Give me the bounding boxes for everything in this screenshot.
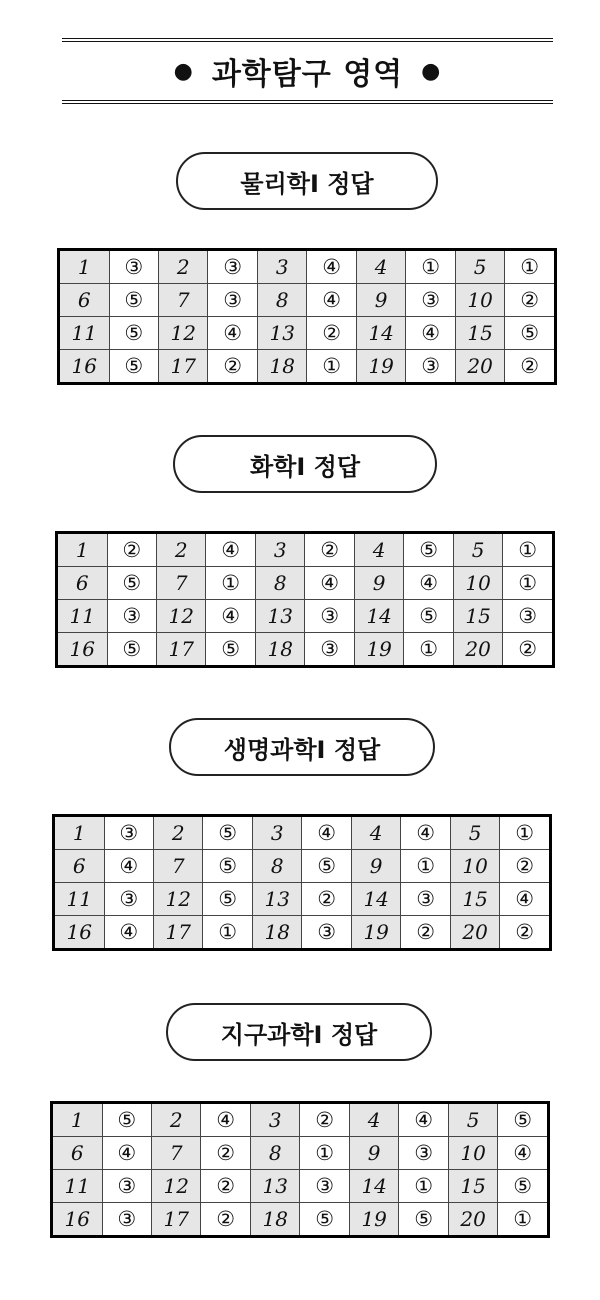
answer-choice: ③: [406, 284, 455, 317]
question-number: 16: [52, 1203, 103, 1237]
table-row: [57, 533, 554, 567]
answer-choice: ②: [305, 533, 354, 567]
question-number: 17: [151, 1203, 200, 1237]
answer-table-physics: [57, 248, 557, 385]
question-number: 1: [57, 533, 108, 567]
answer-choice: ③: [406, 350, 455, 384]
question-number: 11: [54, 883, 105, 916]
question-number: 13: [255, 600, 304, 633]
question-number: 20: [455, 350, 504, 384]
table-row: [52, 1203, 549, 1237]
question-number: 7: [158, 284, 207, 317]
answer-choice: ③: [208, 284, 257, 317]
table-row: [57, 600, 554, 633]
answer-choice: ①: [503, 567, 554, 600]
answer-choice: ⑤: [404, 533, 453, 567]
section-title-earth-science: 지구과학Ⅰ 정답: [166, 1003, 432, 1061]
table-row: [52, 1137, 549, 1170]
answer-choice: ③: [300, 1170, 349, 1203]
answer-choice: ②: [505, 350, 556, 384]
answer-table-earth-science: [50, 1101, 550, 1238]
question-number: 12: [158, 317, 207, 350]
answer-choice: ⑤: [498, 1103, 549, 1137]
answer-choice: ③: [102, 1203, 151, 1237]
question-number: 1: [59, 250, 110, 284]
question-number: 17: [153, 916, 202, 950]
answer-choice: ⑤: [203, 816, 252, 850]
answer-choice: ⑤: [399, 1203, 448, 1237]
answer-choice: ④: [102, 1137, 151, 1170]
answer-choice: ③: [107, 600, 156, 633]
answer-table-life-science: [52, 814, 552, 951]
header-rule-top-inner: [62, 41, 553, 42]
answer-choice: ⑤: [109, 350, 158, 384]
question-number: 2: [158, 250, 207, 284]
question-number: 10: [450, 850, 499, 883]
table-row: [59, 350, 556, 384]
answer-choice: ②: [201, 1170, 250, 1203]
question-number: 19: [349, 1203, 398, 1237]
answer-choice: ②: [503, 633, 554, 667]
question-number: 20: [450, 916, 499, 950]
question-number: 14: [349, 1170, 398, 1203]
answer-table-chemistry: [55, 531, 555, 668]
table-row: [54, 916, 551, 950]
answer-choice: ③: [109, 250, 158, 284]
question-number: 18: [255, 633, 304, 667]
answer-choice: ④: [206, 600, 255, 633]
answer-choice: ①: [406, 250, 455, 284]
table-row: [59, 250, 556, 284]
question-number: 19: [354, 633, 403, 667]
answer-choice: ③: [401, 883, 450, 916]
question-number: 15: [455, 317, 504, 350]
table-row: [54, 883, 551, 916]
question-number: 9: [349, 1137, 398, 1170]
question-number: 3: [252, 816, 301, 850]
question-number: 20: [448, 1203, 497, 1237]
question-number: 10: [455, 284, 504, 317]
question-number: 3: [257, 250, 306, 284]
question-number: 16: [57, 633, 108, 667]
question-number: 9: [354, 567, 403, 600]
table-row: [54, 850, 551, 883]
answer-choice: ④: [307, 284, 356, 317]
question-number: 1: [54, 816, 105, 850]
answer-choice: ③: [305, 600, 354, 633]
question-number: 5: [453, 533, 502, 567]
answer-choice: ②: [107, 533, 156, 567]
answer-choice: ③: [305, 633, 354, 667]
question-number: 2: [151, 1103, 200, 1137]
answer-choice: ④: [404, 567, 453, 600]
answer-choice: ⑤: [109, 284, 158, 317]
question-number: 8: [255, 567, 304, 600]
answer-choice: ①: [503, 533, 554, 567]
question-number: 1: [52, 1103, 103, 1137]
answer-choice: ④: [399, 1103, 448, 1137]
question-number: 3: [250, 1103, 299, 1137]
question-number: 11: [57, 600, 108, 633]
question-number: 19: [356, 350, 405, 384]
answer-choice: ⑤: [498, 1170, 549, 1203]
question-number: 7: [156, 567, 205, 600]
question-number: 8: [252, 850, 301, 883]
answer-choice: ②: [505, 284, 556, 317]
answer-choice: ⑤: [300, 1203, 349, 1237]
answer-choice: ⑤: [404, 600, 453, 633]
question-number: 4: [351, 816, 400, 850]
question-number: 15: [448, 1170, 497, 1203]
bullet-left: ●: [173, 58, 194, 84]
table-row: [57, 567, 554, 600]
answer-choice: ②: [300, 1103, 349, 1137]
page-header: [62, 38, 553, 104]
answer-choice: ③: [399, 1137, 448, 1170]
question-number: 10: [448, 1137, 497, 1170]
question-number: 11: [59, 317, 110, 350]
answer-choice: ①: [399, 1170, 448, 1203]
header-rule-top: [62, 38, 553, 39]
question-number: 14: [356, 317, 405, 350]
answer-choice: ①: [500, 816, 551, 850]
answer-choice: ①: [203, 916, 252, 950]
answer-choice: ②: [302, 883, 351, 916]
table-row: [54, 816, 551, 850]
table-row: [59, 284, 556, 317]
question-number: 8: [250, 1137, 299, 1170]
section-title-life-science: 생명과학Ⅰ 정답: [169, 718, 435, 776]
page-title: [62, 48, 553, 94]
answer-choice: ④: [206, 533, 255, 567]
answer-choice: ③: [102, 1170, 151, 1203]
question-number: 9: [356, 284, 405, 317]
question-number: 9: [351, 850, 400, 883]
header-rule-bottom: [62, 103, 553, 104]
answer-choice: ⑤: [107, 567, 156, 600]
answer-choice: ④: [406, 317, 455, 350]
answer-choice: ③: [503, 600, 554, 633]
question-number: 4: [354, 533, 403, 567]
answer-choice: ②: [208, 350, 257, 384]
answer-choice: ④: [208, 317, 257, 350]
answer-choice: ⑤: [206, 633, 255, 667]
section-title-chemistry: 화학Ⅰ 정답: [173, 435, 437, 493]
answer-choice: ③: [208, 250, 257, 284]
table-row: [52, 1103, 549, 1137]
question-number: 5: [455, 250, 504, 284]
bullet-right: ●: [421, 58, 442, 84]
question-number: 12: [151, 1170, 200, 1203]
answer-choice: ③: [104, 883, 153, 916]
question-number: 6: [54, 850, 105, 883]
answer-choice: ⑤: [109, 317, 158, 350]
answer-choice: ②: [500, 916, 551, 950]
answer-choice: ④: [401, 816, 450, 850]
answer-choice: ④: [201, 1103, 250, 1137]
question-number: 4: [349, 1103, 398, 1137]
question-number: 2: [156, 533, 205, 567]
answer-choice: ④: [302, 816, 351, 850]
question-number: 19: [351, 916, 400, 950]
question-number: 14: [351, 883, 400, 916]
question-number: 14: [354, 600, 403, 633]
answer-choice: ⑤: [302, 850, 351, 883]
question-number: 12: [153, 883, 202, 916]
answer-choice: ④: [498, 1137, 549, 1170]
answer-choice: ④: [500, 883, 551, 916]
question-number: 18: [250, 1203, 299, 1237]
question-number: 8: [257, 284, 306, 317]
answer-choice: ①: [404, 633, 453, 667]
answer-choice: ⑤: [505, 317, 556, 350]
answer-choice: ①: [498, 1203, 549, 1237]
table-row: [59, 317, 556, 350]
question-number: 7: [153, 850, 202, 883]
answer-choice: ③: [104, 816, 153, 850]
question-number: 18: [257, 350, 306, 384]
answer-choice: ①: [505, 250, 556, 284]
question-number: 2: [153, 816, 202, 850]
answer-choice: ①: [307, 350, 356, 384]
question-number: 5: [448, 1103, 497, 1137]
question-number: 18: [252, 916, 301, 950]
question-number: 4: [356, 250, 405, 284]
question-number: 11: [52, 1170, 103, 1203]
header-rule-bottom-inner: [62, 100, 553, 101]
question-number: 7: [151, 1137, 200, 1170]
question-number: 6: [59, 284, 110, 317]
question-number: 16: [59, 350, 110, 384]
answer-choice: ②: [500, 850, 551, 883]
question-number: 3: [255, 533, 304, 567]
question-number: 13: [257, 317, 306, 350]
answer-choice: ②: [201, 1203, 250, 1237]
answer-choice: ②: [401, 916, 450, 950]
question-number: 13: [250, 1170, 299, 1203]
answer-choice: ⑤: [203, 850, 252, 883]
question-number: 13: [252, 883, 301, 916]
page-title-text: 과학탐구 영역: [211, 57, 404, 92]
question-number: 5: [450, 816, 499, 850]
question-number: 6: [57, 567, 108, 600]
answer-choice: ③: [302, 916, 351, 950]
answer-choice: ②: [201, 1137, 250, 1170]
answer-choice: ④: [307, 250, 356, 284]
answer-choice: ④: [104, 916, 153, 950]
question-number: 15: [453, 600, 502, 633]
answer-choice: ①: [401, 850, 450, 883]
section-title-physics: 물리학Ⅰ 정답: [176, 152, 438, 210]
question-number: 17: [156, 633, 205, 667]
answer-choice: ⑤: [102, 1103, 151, 1137]
answer-choice: ④: [305, 567, 354, 600]
question-number: 15: [450, 883, 499, 916]
answer-choice: ⑤: [203, 883, 252, 916]
answer-choice: ①: [300, 1137, 349, 1170]
question-number: 16: [54, 916, 105, 950]
question-number: 20: [453, 633, 502, 667]
answer-choice: ①: [206, 567, 255, 600]
table-row: [57, 633, 554, 667]
question-number: 10: [453, 567, 502, 600]
answer-choice: ⑤: [107, 633, 156, 667]
table-row: [52, 1170, 549, 1203]
question-number: 6: [52, 1137, 103, 1170]
answer-choice: ②: [307, 317, 356, 350]
question-number: 12: [156, 600, 205, 633]
question-number: 17: [158, 350, 207, 384]
answer-choice: ④: [104, 850, 153, 883]
